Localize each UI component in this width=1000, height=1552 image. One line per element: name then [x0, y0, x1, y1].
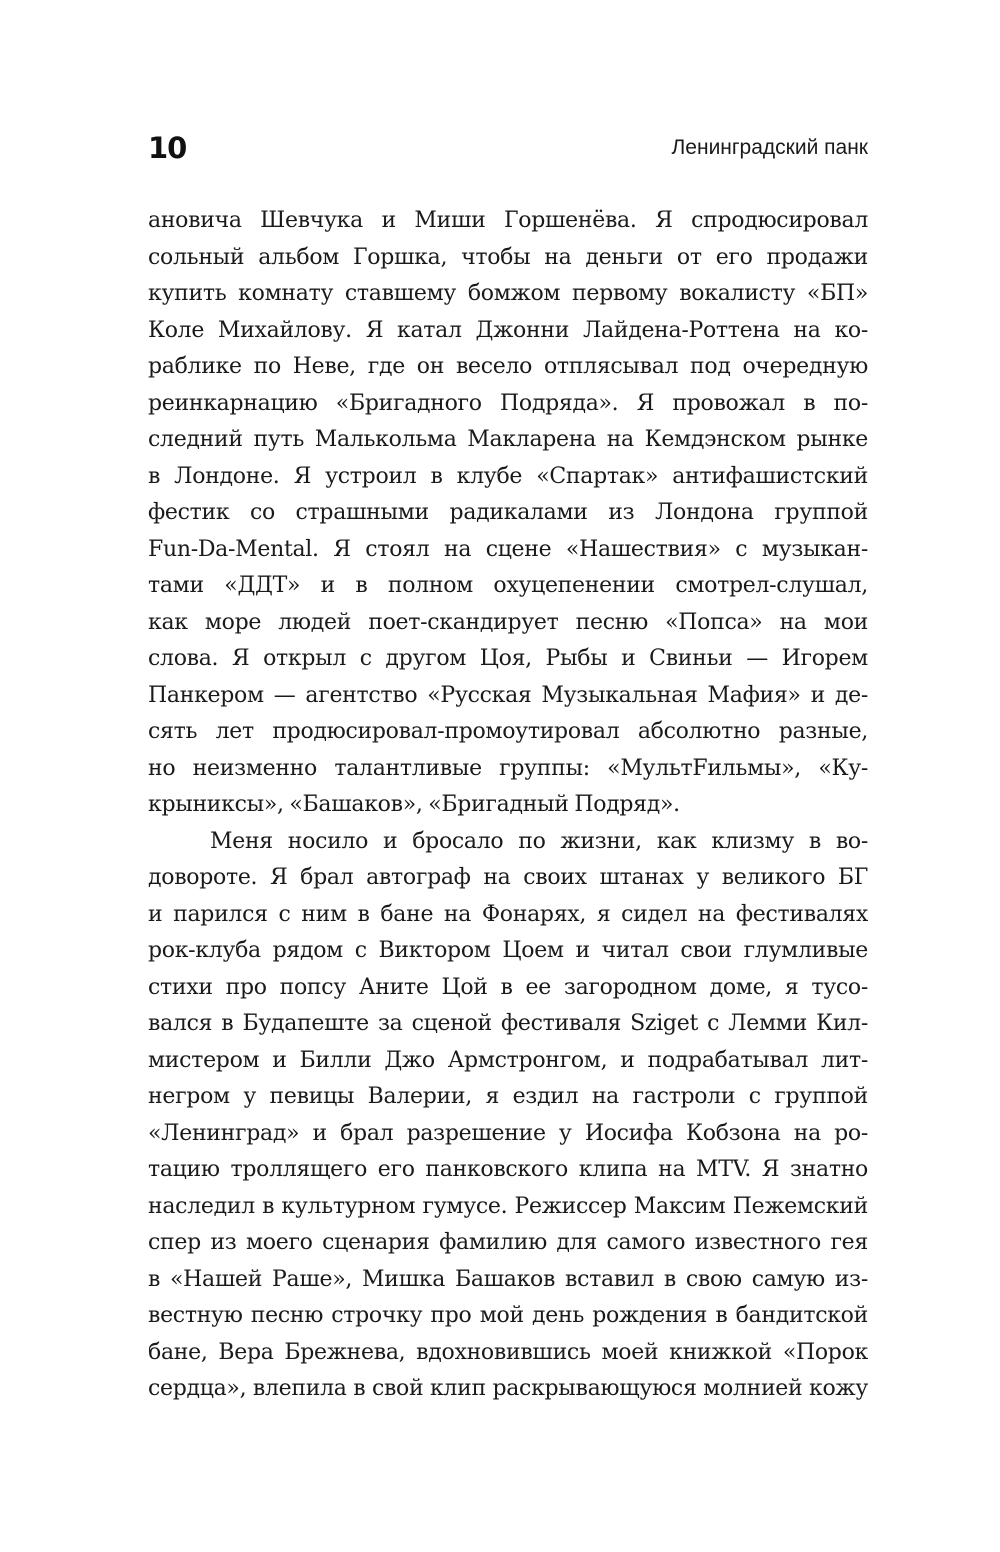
text-line: купить комнату ставшему бомжом первому вокалисту «БП»: [148, 281, 868, 306]
text-line: следний путь Малькольма Макларена на Кемдэнском рынке: [148, 427, 868, 452]
text-line: Панкером — агентство «Русская Музыкальная Мафия» и де-: [148, 682, 868, 708]
text-line: сять лет продюсировал-промоутировал абсолютно разные,: [148, 719, 868, 744]
text-line: довороте. Я брал автограф на своих штанах у великого БГ: [148, 865, 868, 890]
text-line: «Ленинград» и брал разрешение у Иосифа Кобзона на ро-: [148, 1120, 868, 1146]
text-line: слова. Я открыл с другом Цоя, Рыбы и Свиньи — Игорем: [148, 646, 868, 671]
text-line: Коле Михайлову. Я катал Джонни Лайдена-Роттена на ко-: [148, 317, 868, 343]
text-line: рок-клуба рядом с Виктором Цоем и читал свои глумливые: [148, 938, 868, 963]
text-line: спер из моего сценария фамилию для самого известного гея: [148, 1230, 868, 1255]
text-line: вался в Будапеште за сценой фестиваля Sziget с Лемми Кил-: [148, 1011, 868, 1036]
text-line: в Лондоне. Я устроил в клубе «Спартак» антифашистский: [148, 463, 868, 489]
body-text: [148, 203, 868, 1408]
text-line: реинкарнацию «Бригадного Подряда». Я провожал в по-: [148, 390, 868, 416]
page-number: 10: [148, 131, 187, 165]
text-line: и парился с ним в бане на Фонарях, я сидел на фестивалях: [148, 901, 868, 927]
text-line: стихи про попсу Аните Цой в ее загородном доме, я тусо-: [148, 974, 868, 1000]
text-line: как море людей поет-скандирует песню «Попса» на мои: [148, 609, 868, 635]
running-head: Ленинградский панк: [671, 136, 868, 159]
text-line: но неизменно талантливые группы: «МультFильмы», «Ку-: [148, 755, 868, 781]
paragraph-start-line: Меня носило и бросало по жизни, как клизму в во-: [210, 828, 868, 854]
text-line: наследил в культурном гумусе. Режиссер Максим Пежемский: [148, 1193, 868, 1219]
page-header: [148, 128, 868, 168]
text-line: фестик со страшными радикалами из Лондона группой: [148, 500, 868, 525]
text-line: ановича Шевчука и Миши Горшенёва. Я спродюсировал: [148, 208, 868, 233]
text-line: негром у певицы Валерии, я ездил на гастроли с группой: [148, 1084, 868, 1109]
text-line: тацию троллящего его панковского клипа на MTV. Я знатно: [148, 1157, 868, 1182]
text-line: вестную песню строчку про мой день рождения в бандитской: [148, 1303, 868, 1328]
text-line: мистером и Билли Джо Армстронгом, и подрабатывал лит-: [148, 1047, 868, 1073]
text-line: тами «ДДТ» и в полном охуцепенении смотрел-слушал,: [148, 573, 868, 598]
text-line: сердца», влепила в свой клип раскрывающуюся молнией кожу: [148, 1376, 868, 1401]
text-line: сольный альбом Горшка, чтобы на деньги от его продажи: [148, 244, 868, 270]
text-line: в «Нашей Раше», Мишка Башаков вставил в свою самую из-: [148, 1266, 868, 1292]
text-line: раблике по Неве, где он весело отплясывал под очередную: [148, 354, 868, 379]
paragraph-end-line: крыниксы», «Башаков», «Бригадный Подряд».: [148, 792, 680, 817]
text-line: Fun-Da-Mental. Я стоял на сцене «Нашествия» с музыкан-: [148, 536, 868, 562]
text-line: бане, Вера Брежнева, вдохновившись моей книжкой «Порок: [148, 1339, 868, 1365]
